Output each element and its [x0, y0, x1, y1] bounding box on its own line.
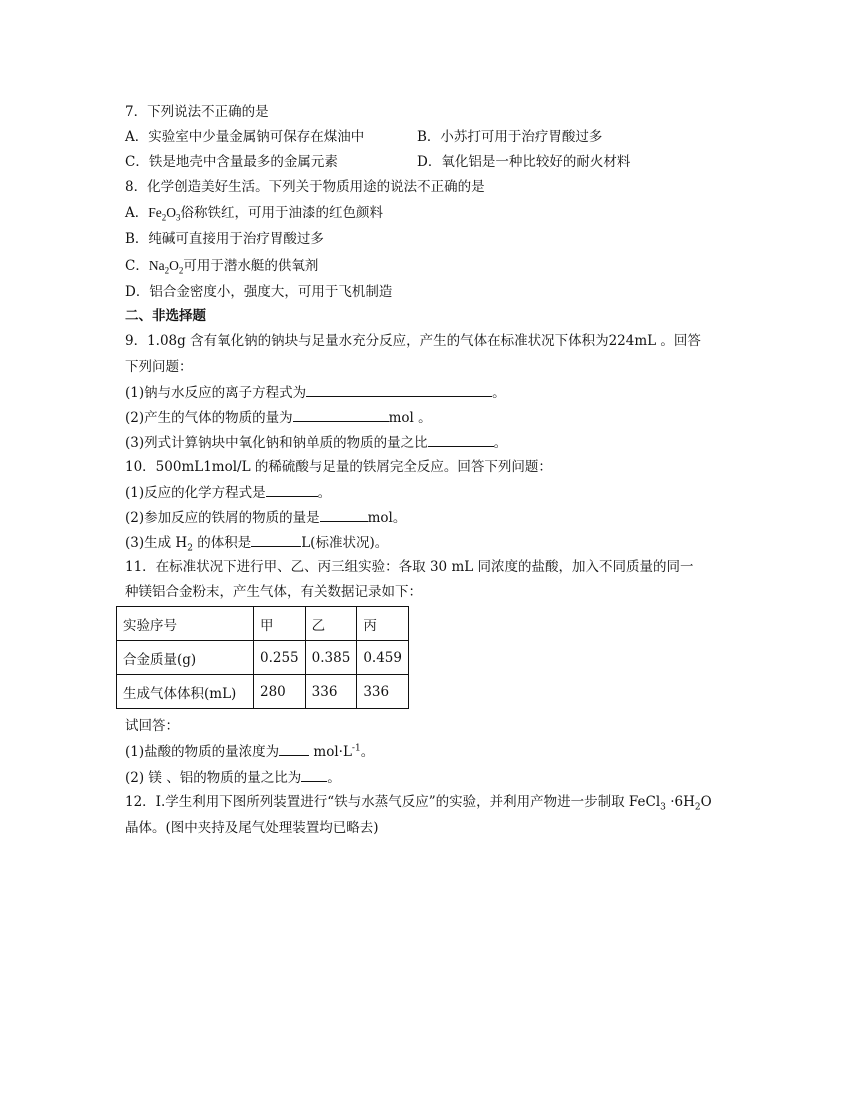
table-cell: 0.459	[357, 641, 409, 675]
q11-part1-unit: mol·L	[309, 744, 352, 760]
q8-option-a-formula	[148, 205, 181, 223]
q7-option-a: A．实验室中少量金属钠可保存在煤油中	[125, 129, 365, 145]
table-header-cell: 丙	[357, 607, 409, 641]
q11-part2	[125, 767, 341, 788]
table-cell: 生成气体体积(mL)	[117, 675, 254, 709]
q7-option-c: C．铁是地壳中含量最多的金属元素	[125, 154, 338, 170]
q8-option-c-formula	[148, 258, 184, 276]
q10-part1-end: 。	[317, 485, 332, 501]
q11-part2-text: (2) 镁 、铝的物质的量之比为	[125, 770, 302, 786]
q9-part1-end: 。	[492, 385, 506, 401]
q11-part2-end: 。	[327, 770, 341, 786]
q12-line2: 晶体。(图中夹持及尾气处理装置均已略去)	[125, 820, 379, 836]
answer-blank[interactable]	[293, 407, 389, 422]
answer-blank[interactable]	[320, 507, 368, 522]
q9-stem-line1: 9．1.08g 含有氧化钠的钠块与足量水充分反应，产生的气体在标准状况下体积为224mL 。回答	[125, 333, 701, 349]
table-header-row	[117, 607, 409, 641]
formula-subscript: 3	[176, 212, 181, 223]
formula-subscript: 2	[694, 802, 701, 813]
q10-part3-text-b: 的体积是	[192, 535, 252, 551]
answer-blank[interactable]	[428, 432, 494, 447]
q7-option-d: D．氧化铝是一种比较好的耐火材料	[417, 154, 631, 170]
formula-subscript: 3	[660, 802, 666, 813]
q9-part2-text: (2)产生的气体的物质的量为	[125, 410, 293, 426]
q8-option-c-text: 可用于潜水艇的供氧剂	[183, 258, 319, 274]
q7-stem: 7．下列说法不正确的是	[125, 104, 269, 120]
answer-blank[interactable]	[301, 767, 327, 782]
q8-option-b: B．纯碱可直接用于治疗胃酸过多	[125, 231, 324, 247]
q11-part1-end: 。	[360, 744, 375, 760]
q9-part3-text: (3)列式计算钠块中氧化钠和钠单质的物质的量之比	[125, 435, 428, 451]
q8-option-a-text: 俗称铁红，可用于油漆的红色颜料	[180, 205, 383, 221]
q10-stem: 10．500mL1mol/L 的稀硫酸与足量的铁屑完全反应。回答下列问题：	[125, 459, 552, 475]
q10-part3-end: L(标准状况)。	[301, 535, 389, 551]
answer-blank[interactable]	[306, 382, 492, 397]
table-cell: 合金质量(g)	[117, 641, 254, 675]
q10-part2-text: (2)参加反应的铁屑的物质的量是	[125, 510, 320, 526]
q8-option-a	[125, 203, 383, 223]
q11-part1	[125, 741, 374, 762]
formula-part: Na	[148, 258, 165, 273]
formula-subscript: 2	[187, 543, 193, 554]
q8-option-c-prefix: C．	[125, 258, 149, 274]
q9-part3-end: 。	[493, 435, 508, 451]
table-header-cell: 乙	[305, 607, 357, 641]
formula-subscript: 2	[161, 212, 167, 223]
formula-subscript: 2	[164, 265, 170, 276]
answer-blank[interactable]	[251, 532, 301, 547]
data-table	[116, 606, 409, 709]
q12-line1	[125, 792, 712, 812]
q9-part2	[125, 407, 432, 428]
q11-stem-line2: 种镁铝合金粉末，产生气体，有关数据记录如下：	[125, 584, 422, 600]
answer-blank[interactable]	[279, 741, 309, 756]
q9-part1	[125, 382, 506, 403]
table-header-cell: 甲	[254, 607, 306, 641]
table-row	[117, 675, 409, 709]
q8-stem: 8．化学创造美好生活。下列关于物质用途的说法不正确的是	[125, 179, 485, 195]
q12-line1-text-b: ·6H	[665, 794, 695, 810]
formula-part: Fe	[148, 205, 162, 220]
q11-ask: 试回答：	[125, 718, 179, 734]
table-cell: 0.385	[305, 641, 357, 675]
q8-option-d: D．铝合金密度小，强度大，可用于飞机制造	[125, 284, 393, 300]
q10-part2	[125, 507, 406, 528]
table-cell: 336	[357, 675, 409, 709]
q12-line1-text-c: O	[700, 794, 712, 810]
q9-part2-end: mol 。	[388, 410, 432, 426]
formula-part: O	[166, 205, 176, 220]
q10-part3	[125, 532, 388, 553]
formula-subscript: 2	[178, 265, 184, 276]
answer-blank[interactable]	[266, 482, 318, 497]
formula-part: O	[169, 258, 179, 273]
q12-line1-text: 12．I.学生利用下图所列装置进行“铁与水蒸气反应”的实验，并利用产物进一步制取 FeCl	[125, 794, 661, 810]
q11-part1-text: (1)盐酸的物质的量浓度为	[125, 744, 280, 760]
q8-option-c	[125, 256, 318, 276]
table-cell: 336	[305, 675, 357, 709]
q10-part2-end: mol。	[367, 510, 407, 526]
q7-option-b: B．小苏打可用于治疗胃酸过多	[417, 129, 603, 145]
q10-part1-text: (1)反应的化学方程式是	[125, 485, 266, 501]
table-cell: 280	[254, 675, 306, 709]
q9-part1-text: (1)钠与水反应的离子方程式为	[125, 385, 307, 401]
q10-part3-text: (3)生成 H	[125, 535, 188, 551]
section-heading: 二、非选择题	[125, 308, 206, 324]
q9-stem-line2: 下列问题：	[125, 359, 193, 375]
q10-part1	[125, 482, 331, 503]
q11-stem-line1: 11．在标准状况下进行甲、乙、丙三组实验：各取 30 mL 同浓度的盐酸，加入不同质量的同一	[125, 559, 694, 575]
table-row	[117, 641, 409, 675]
unit-superscript: -1	[351, 743, 361, 754]
table-header-cell: 实验序号	[117, 607, 254, 641]
table-cell: 0.255	[254, 641, 306, 675]
q8-option-a-prefix: A．	[125, 205, 149, 221]
q9-part3	[125, 432, 507, 453]
